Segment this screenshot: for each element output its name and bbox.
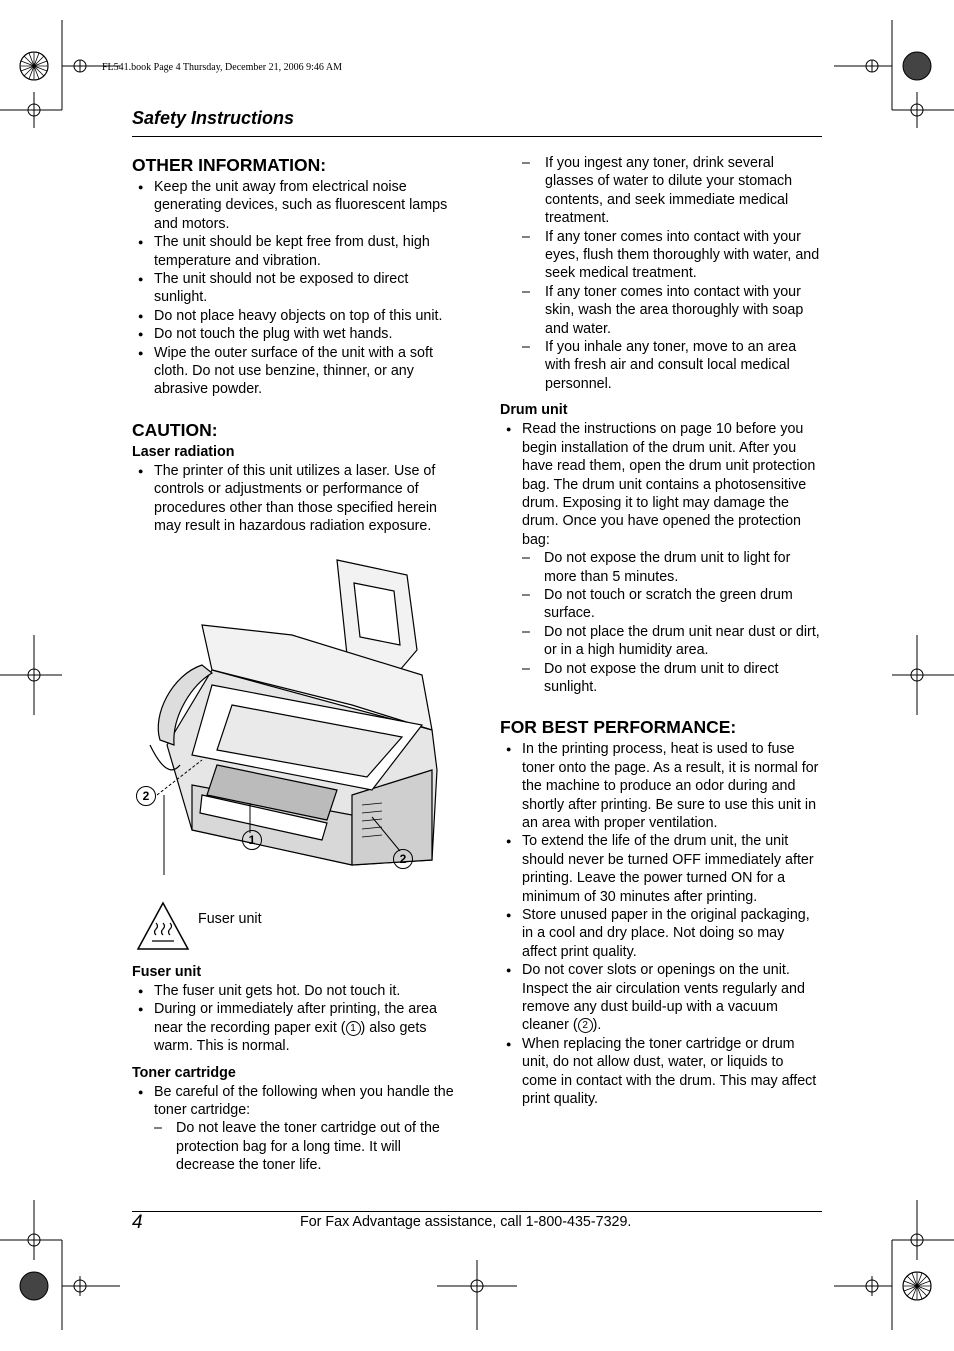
other-info-title: OTHER INFORMATION: bbox=[132, 155, 327, 175]
text-segment: ). bbox=[592, 1017, 602, 1034]
list-item: ● In the printing process, heat is used to fuse toner onto the page. As a result, it is normal for the machine to produce an odor during and shortly after printing. Be sure to use this unit in an area with proper ventilation. bbox=[500, 740, 822, 832]
toner-sublist-continued bbox=[500, 154, 822, 393]
toner-heading: Toner cartridge bbox=[132, 1064, 236, 1081]
hot-surface-warning-icon bbox=[136, 901, 190, 951]
sub-list-item: – If any toner comes into contact with your skin, wash the area thoroughly with soap and water. bbox=[500, 283, 822, 338]
other-info-list bbox=[132, 178, 462, 399]
header-rule bbox=[132, 136, 822, 137]
fuser-list bbox=[132, 982, 462, 1056]
caution-title: CAUTION: bbox=[132, 419, 218, 440]
warning-label: Fuser unit bbox=[198, 911, 262, 927]
sub-list-item: – Do not place the drum unit near dust or dirt, or in a high humidity area. bbox=[522, 623, 822, 660]
laser-list bbox=[132, 462, 462, 536]
fax-machine-illustration bbox=[132, 555, 442, 885]
list-item bbox=[132, 1083, 462, 1175]
text-segment: During or immediately after printing, the area near the recording paper exit ( bbox=[154, 1001, 437, 1036]
sub-list-item: – If you ingest any toner, drink several glasses of water to dilute your stomach contents, and seek immediate medical treatment. bbox=[500, 154, 822, 228]
list-item: ● To extend the life of the drum unit, the unit should never be turned OFF immediately after printing. Leave the power turned ON for a minimum of 30 minutes after printing. bbox=[500, 832, 822, 906]
drum-sublist bbox=[522, 549, 822, 696]
callout-2-left: 2 bbox=[136, 786, 156, 806]
list-item: ● Store unused paper in the original packaging, in a cool and dry place. Not doing so may affect print quality. bbox=[500, 906, 822, 961]
best-performance-list bbox=[500, 740, 822, 1108]
fuser-heading: Fuser unit bbox=[132, 964, 202, 980]
list-item: ● Wipe the outer surface of the unit with a soft cloth. Do not use benzine, thinner, or any abrasive powder. bbox=[132, 344, 462, 399]
running-head: Safety Instructions bbox=[132, 108, 295, 128]
sub-list-item: – If any toner comes into contact with your eyes, flush them thoroughly with water, and seek medical treatment. bbox=[500, 228, 822, 283]
sub-list-item: – Do not expose the drum unit to direct sunlight. bbox=[522, 660, 822, 697]
left-column bbox=[132, 154, 462, 536]
sub-list-item: – Do not expose the drum unit to light for more than 5 minutes. bbox=[522, 549, 822, 586]
book-info-line: FL541.book Page 4 Thursday, December 21, 2006 9:46 AM bbox=[102, 62, 342, 73]
toner-list bbox=[132, 1083, 462, 1175]
list-item: ● The fuser unit gets hot. Do not touch it. bbox=[132, 982, 462, 1000]
right-column bbox=[500, 154, 822, 1109]
footer-text: For Fax Advantage assistance, call 1-800-435-7329. bbox=[300, 1214, 632, 1230]
text-segment: Do not cover slots or openings on the unit. Inspect the air circulation vents regularly and remove any dust build-up with a vacuum cleaner ( bbox=[522, 962, 805, 1034]
list-item: ● The printer of this unit utilizes a laser. Use of controls or adjustments or performance of procedures other than those specified herein may result in hazardous radiation exposure. bbox=[132, 462, 462, 536]
sub-list-item: – If you inhale any toner, move to an area with fresh air and consult local medical personnel. bbox=[500, 338, 822, 393]
best-performance-title: FOR BEST PERFORMANCE: bbox=[500, 717, 737, 738]
sub-list-item: – Do not touch or scratch the green drum surface. bbox=[522, 586, 822, 623]
laser-heading: Laser radiation bbox=[132, 443, 235, 460]
drum-heading: Drum unit bbox=[500, 402, 568, 419]
page-number: 4 bbox=[132, 1212, 143, 1233]
footer-rule bbox=[132, 1211, 822, 1212]
list-item bbox=[500, 961, 822, 1035]
list-item: ● The unit should not be exposed to direct sunlight. bbox=[132, 270, 462, 307]
list-item bbox=[500, 420, 822, 696]
text-segment: ) also gets warm. This is normal. bbox=[154, 1019, 427, 1055]
list-item: ● Do not place heavy objects on top of this unit. bbox=[132, 307, 462, 325]
list-item: ● Do not touch the plug with wet hands. bbox=[132, 325, 462, 343]
callout-2-right: 2 bbox=[393, 849, 413, 869]
list-item: ● Keep the unit away from electrical noise generating devices, such as fluorescent lamps and motors. bbox=[132, 178, 462, 233]
drum-list bbox=[500, 420, 822, 696]
circled-number: 1 bbox=[346, 1021, 361, 1036]
left-column-lower bbox=[132, 963, 462, 1175]
list-item: ● The unit should be kept free from dust, high temperature and vibration. bbox=[132, 233, 462, 270]
list-item bbox=[132, 1000, 462, 1055]
toner-sublist bbox=[154, 1119, 462, 1174]
sub-list-item: – Do not leave the toner cartridge out of the protection bag for a long time. It will decrease the toner life. bbox=[154, 1119, 462, 1174]
circled-number: 2 bbox=[578, 1018, 593, 1033]
list-item: ● When replacing the toner cartridge or drum unit, do not allow dust, water, or liquids to come in contact with the drum. This may affect print quality. bbox=[500, 1035, 822, 1109]
text-segment: Read the instructions on page 10 before you begin installation of the drum unit. After you have read them, open the drum unit protection bag. The drum unit contains a photosensitive drum. Exposing it to light may damage the drum. Once you have opened the protection bag: bbox=[522, 421, 816, 548]
text-segment: Be careful of the following when you handle the toner cartridge: bbox=[154, 1083, 454, 1119]
callout-1: 1 bbox=[242, 830, 262, 850]
